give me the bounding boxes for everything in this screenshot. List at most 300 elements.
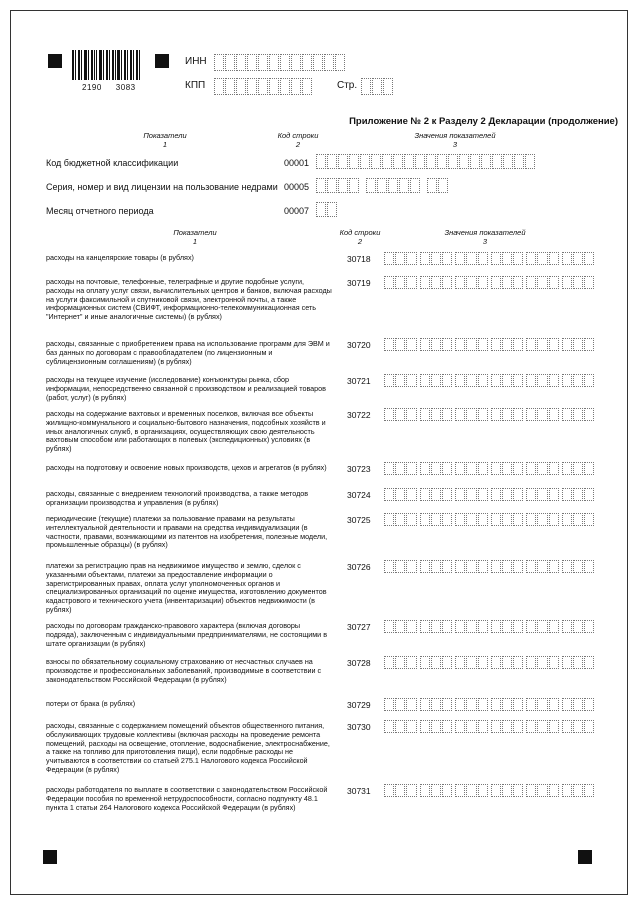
value-cell[interactable] — [431, 252, 441, 265]
value-cell[interactable] — [395, 698, 405, 711]
value-cell[interactable] — [478, 560, 488, 573]
value-cell[interactable] — [466, 374, 476, 387]
value-cell[interactable] — [513, 513, 523, 526]
table-col-indicators-num: 1 — [192, 237, 198, 246]
value-cell[interactable] — [442, 656, 452, 669]
value-cell[interactable] — [442, 488, 452, 501]
value-cell[interactable] — [562, 720, 572, 733]
item-code: 30731 — [347, 786, 371, 796]
value-cell[interactable] — [466, 338, 476, 351]
value-cell[interactable] — [442, 560, 452, 573]
value-cell[interactable] — [491, 252, 501, 265]
value-cell[interactable] — [431, 374, 441, 387]
item-value-cells[interactable] — [384, 252, 597, 265]
value-cell[interactable] — [491, 513, 501, 526]
value-cell[interactable] — [384, 620, 394, 633]
value-cell[interactable] — [584, 513, 594, 526]
value-cell[interactable] — [478, 276, 488, 289]
license-cells[interactable] — [316, 178, 449, 193]
license-code: 00005 — [284, 182, 310, 192]
value-cell[interactable] — [549, 488, 559, 501]
value-cell[interactable] — [491, 462, 501, 475]
value-cell[interactable] — [420, 720, 430, 733]
value-cell[interactable] — [537, 338, 547, 351]
value-cell[interactable] — [573, 784, 583, 797]
value-cell[interactable] — [562, 560, 572, 573]
value-cell[interactable] — [537, 513, 547, 526]
value-cell[interactable] — [573, 338, 583, 351]
value-cell[interactable] — [491, 408, 501, 421]
value-cell[interactable] — [549, 784, 559, 797]
value-cell[interactable] — [491, 656, 501, 669]
value-cell[interactable] — [549, 656, 559, 669]
value-cell[interactable] — [513, 698, 523, 711]
value-cell[interactable] — [513, 720, 523, 733]
value-cell[interactable] — [395, 252, 405, 265]
value-cell[interactable] — [502, 698, 512, 711]
value-cell[interactable] — [584, 488, 594, 501]
value-cell[interactable] — [431, 620, 441, 633]
value-cell[interactable] — [584, 408, 594, 421]
value-cell[interactable] — [442, 720, 452, 733]
value-cell[interactable] — [406, 784, 416, 797]
value-cell[interactable] — [584, 784, 594, 797]
value-cell[interactable] — [478, 462, 488, 475]
value-cell[interactable] — [562, 784, 572, 797]
item-value-cells[interactable] — [384, 513, 597, 526]
value-cell[interactable] — [562, 513, 572, 526]
value-cell[interactable] — [420, 784, 430, 797]
value-cell[interactable] — [406, 338, 416, 351]
value-cell[interactable] — [491, 720, 501, 733]
value-cell[interactable] — [455, 560, 465, 573]
value-cell[interactable] — [513, 784, 523, 797]
value-cell[interactable] — [584, 720, 594, 733]
value-cell[interactable] — [478, 513, 488, 526]
value-cell[interactable] — [420, 276, 430, 289]
value-cell[interactable] — [491, 276, 501, 289]
value-cell[interactable] — [573, 560, 583, 573]
value-cell[interactable] — [513, 656, 523, 669]
value-cell[interactable] — [537, 462, 547, 475]
value-cell[interactable] — [584, 620, 594, 633]
value-cell[interactable] — [466, 276, 476, 289]
value-cell[interactable] — [549, 698, 559, 711]
value-cell[interactable] — [406, 276, 416, 289]
value-cell[interactable] — [573, 408, 583, 421]
value-cell[interactable] — [455, 338, 465, 351]
value-cell[interactable] — [513, 252, 523, 265]
value-cell[interactable] — [395, 620, 405, 633]
value-cell[interactable] — [502, 656, 512, 669]
value-cell[interactable] — [442, 276, 452, 289]
value-cell[interactable] — [395, 408, 405, 421]
value-cell[interactable] — [455, 656, 465, 669]
value-cell[interactable] — [431, 408, 441, 421]
value-cell[interactable] — [395, 338, 405, 351]
value-cell[interactable] — [526, 698, 536, 711]
item-text: потери от брака (в рублях) — [46, 699, 136, 708]
value-cell[interactable] — [455, 698, 465, 711]
value-cell[interactable] — [526, 656, 536, 669]
item-code: 30727 — [347, 622, 371, 632]
value-cell[interactable] — [466, 513, 476, 526]
value-cell[interactable] — [478, 374, 488, 387]
month-cells[interactable] — [316, 202, 338, 217]
item-value-cells[interactable] — [384, 338, 597, 351]
value-cell[interactable] — [420, 620, 430, 633]
value-cell[interactable] — [420, 488, 430, 501]
value-cell[interactable] — [491, 488, 501, 501]
value-cell[interactable] — [455, 252, 465, 265]
value-cell[interactable] — [395, 784, 405, 797]
table-col-code-num: 2 — [357, 237, 363, 246]
page-cells[interactable] — [361, 78, 394, 95]
value-cell[interactable] — [491, 784, 501, 797]
value-cell[interactable] — [584, 560, 594, 573]
value-cell[interactable] — [431, 338, 441, 351]
value-cell[interactable] — [466, 488, 476, 501]
value-cell[interactable] — [420, 252, 430, 265]
value-cell[interactable] — [573, 698, 583, 711]
value-cell[interactable] — [537, 656, 547, 669]
value-cell[interactable] — [491, 338, 501, 351]
value-cell[interactable] — [573, 656, 583, 669]
value-cell[interactable] — [478, 620, 488, 633]
value-cell[interactable] — [384, 698, 394, 711]
kbk-label: Код бюджетной классификации — [46, 158, 179, 168]
value-cell[interactable] — [584, 462, 594, 475]
item-value-cells[interactable] — [384, 560, 597, 573]
value-cell[interactable] — [502, 513, 512, 526]
value-cell[interactable] — [526, 338, 536, 351]
value-cell[interactable] — [537, 488, 547, 501]
value-cell[interactable] — [466, 462, 476, 475]
value-cell[interactable] — [478, 338, 488, 351]
value-cell[interactable] — [431, 698, 441, 711]
value-cell[interactable] — [562, 276, 572, 289]
item-value-cells[interactable] — [384, 784, 597, 797]
value-cell[interactable] — [395, 488, 405, 501]
item-value-cells[interactable] — [384, 488, 597, 501]
value-cell[interactable] — [395, 374, 405, 387]
value-cell[interactable] — [384, 560, 394, 573]
value-cell[interactable] — [384, 488, 394, 501]
value-cell[interactable] — [442, 784, 452, 797]
item-value-cells[interactable] — [384, 462, 597, 475]
value-cell[interactable] — [502, 784, 512, 797]
value-cell[interactable] — [537, 784, 547, 797]
value-cell[interactable] — [513, 374, 523, 387]
value-cell[interactable] — [526, 462, 536, 475]
table-col-values-label: Значения показателей — [444, 228, 526, 237]
item-code: 30725 — [347, 515, 371, 525]
item-code: 30730 — [347, 722, 371, 732]
value-cell[interactable] — [395, 656, 405, 669]
value-cell[interactable] — [431, 784, 441, 797]
value-cell[interactable] — [420, 560, 430, 573]
value-cell[interactable] — [549, 276, 559, 289]
top-col-code-num: 2 — [295, 140, 301, 149]
value-cell[interactable] — [478, 784, 488, 797]
value-cell[interactable] — [431, 488, 441, 501]
table-col-code — [330, 228, 390, 246]
value-cell[interactable] — [406, 720, 416, 733]
value-cell[interactable] — [406, 513, 416, 526]
value-cell[interactable] — [562, 252, 572, 265]
value-cell[interactable] — [442, 698, 452, 711]
item-text: платежи за регистрацию прав на недвижимое имущество и землю, сделок с указанными объектами, платежи за предоставление информации о зарегистрированных правах, оплата услуг уполномоченных органов и специализированных организаций по оценке имущества, изготовлению документов кадастрового и технического учета (инвентаризации) объектов недвижимости (в рублях) — [46, 561, 327, 614]
value-cell[interactable] — [573, 252, 583, 265]
value-cell[interactable] — [502, 338, 512, 351]
top-col-code — [268, 131, 328, 149]
value-cell[interactable] — [431, 513, 441, 526]
value-cell[interactable] — [526, 408, 536, 421]
value-cell[interactable] — [513, 338, 523, 351]
top-col-values-num: 3 — [452, 140, 458, 149]
value-cell[interactable] — [502, 620, 512, 633]
value-cell[interactable] — [502, 488, 512, 501]
item-text: расходы работодателя по выплате в соответствии с законодательством Российской Федерации пособия по временной нетрудоспособности, согласно подпункту 48.1 пункта 1 статьи 264 Налогового кодекса Российской Федерации (в рублях) — [46, 785, 328, 812]
value-cell[interactable] — [562, 488, 572, 501]
value-cell[interactable] — [513, 560, 523, 573]
value-cell[interactable] — [455, 720, 465, 733]
value-cell[interactable] — [384, 513, 394, 526]
item-text: расходы по договорам гражданско-правового характера (включая договоры подряда), заключенным с индивидуальными предпринимателями, не состоящими в штате организации (в рублях) — [46, 621, 328, 648]
item-value-cells[interactable] — [384, 720, 597, 733]
item-value-cells[interactable] — [384, 408, 597, 421]
item-value-cells[interactable] — [384, 374, 597, 387]
value-cell[interactable] — [584, 338, 594, 351]
value-cell[interactable] — [455, 488, 465, 501]
item-value-cells[interactable] — [384, 276, 597, 289]
value-cell[interactable] — [526, 488, 536, 501]
value-cell[interactable] — [406, 656, 416, 669]
value-cell[interactable] — [420, 462, 430, 475]
value-cell[interactable] — [573, 620, 583, 633]
value-cell[interactable] — [478, 656, 488, 669]
value-cell[interactable] — [549, 620, 559, 633]
value-cell[interactable] — [431, 276, 441, 289]
value-cell[interactable] — [395, 276, 405, 289]
value-cell[interactable] — [384, 784, 394, 797]
value-cell[interactable] — [491, 374, 501, 387]
value-cell[interactable] — [584, 252, 594, 265]
value-cell[interactable] — [420, 698, 430, 711]
value-cell[interactable] — [502, 408, 512, 421]
value-cell[interactable] — [406, 374, 416, 387]
value-cell[interactable] — [573, 276, 583, 289]
item-text: расходы на текущее изучение (исследование) конъюнктуры рынка, сбор информации, непосредственно связанной с производством и реализацией товаров (работ, услуг) (в рублях) — [46, 375, 326, 402]
top-col-values-label: Значения показателей — [414, 131, 496, 140]
value-cell[interactable] — [384, 338, 394, 351]
value-cell[interactable] — [478, 698, 488, 711]
value-cell[interactable] — [406, 620, 416, 633]
item-value-cells[interactable] — [384, 620, 597, 633]
value-cell[interactable] — [537, 698, 547, 711]
value-cell[interactable] — [562, 374, 572, 387]
value-cell[interactable] — [513, 488, 523, 501]
value-cell[interactable] — [502, 374, 512, 387]
value-cell[interactable] — [573, 374, 583, 387]
value-cell[interactable] — [526, 620, 536, 633]
month-label: Месяц отчетного периода — [46, 206, 154, 216]
value-cell[interactable] — [513, 462, 523, 475]
kbk-cells[interactable] — [316, 154, 536, 169]
value-cell[interactable] — [406, 252, 416, 265]
value-cell[interactable] — [455, 276, 465, 289]
value-cell[interactable] — [384, 462, 394, 475]
value-cell[interactable] — [526, 720, 536, 733]
value-cell[interactable] — [406, 462, 416, 475]
value-cell[interactable] — [526, 560, 536, 573]
value-cell[interactable] — [420, 338, 430, 351]
value-cell[interactable] — [491, 560, 501, 573]
value-cell[interactable] — [442, 620, 452, 633]
value-cell[interactable] — [526, 276, 536, 289]
corner-marker-bottom-left — [43, 850, 57, 864]
value-cell[interactable] — [573, 488, 583, 501]
value-cell[interactable] — [420, 656, 430, 669]
value-cell[interactable] — [420, 374, 430, 387]
value-cell[interactable] — [442, 513, 452, 526]
value-cell[interactable] — [466, 784, 476, 797]
value-cell[interactable] — [384, 374, 394, 387]
value-cell[interactable] — [562, 620, 572, 633]
value-cell[interactable] — [549, 252, 559, 265]
top-col-values — [400, 131, 510, 149]
value-cell[interactable] — [562, 408, 572, 421]
item-value-cells[interactable] — [384, 656, 597, 669]
value-cell[interactable] — [406, 488, 416, 501]
value-cell[interactable] — [537, 374, 547, 387]
item-value-cells[interactable] — [384, 698, 597, 711]
value-cell[interactable] — [537, 252, 547, 265]
value-cell[interactable] — [502, 276, 512, 289]
kpp-label: КПП — [185, 80, 206, 91]
item-code: 30720 — [347, 340, 371, 350]
value-cell[interactable] — [537, 276, 547, 289]
value-cell[interactable] — [537, 720, 547, 733]
value-cell[interactable] — [502, 252, 512, 265]
value-cell[interactable] — [573, 513, 583, 526]
value-cell[interactable] — [502, 720, 512, 733]
value-cell[interactable] — [478, 488, 488, 501]
value-cell[interactable] — [491, 620, 501, 633]
value-cell[interactable] — [549, 374, 559, 387]
value-cell[interactable] — [431, 656, 441, 669]
month-code: 00007 — [284, 206, 310, 216]
value-cell[interactable] — [466, 698, 476, 711]
value-cell[interactable] — [478, 720, 488, 733]
value-cell[interactable] — [537, 620, 547, 633]
value-cell[interactable] — [384, 252, 394, 265]
value-cell[interactable] — [442, 374, 452, 387]
value-cell[interactable] — [442, 408, 452, 421]
value-cell[interactable] — [406, 698, 416, 711]
value-cell[interactable] — [466, 620, 476, 633]
value-cell[interactable] — [562, 656, 572, 669]
value-cell[interactable] — [431, 462, 441, 475]
value-cell[interactable] — [562, 338, 572, 351]
page-label: Стр. — [337, 80, 358, 91]
value-cell[interactable] — [584, 276, 594, 289]
value-cell[interactable] — [420, 513, 430, 526]
value-cell[interactable] — [478, 252, 488, 265]
value-cell[interactable] — [562, 698, 572, 711]
value-cell[interactable] — [573, 462, 583, 475]
value-cell[interactable] — [431, 560, 441, 573]
value-cell[interactable] — [491, 698, 501, 711]
value-cell[interactable] — [420, 408, 430, 421]
value-cell[interactable] — [395, 720, 405, 733]
value-cell[interactable] — [431, 720, 441, 733]
value-cell[interactable] — [395, 462, 405, 475]
inn-cells[interactable] — [214, 54, 346, 71]
value-cell[interactable] — [502, 560, 512, 573]
value-cell[interactable] — [562, 462, 572, 475]
value-cell[interactable] — [478, 408, 488, 421]
value-cell[interactable] — [549, 720, 559, 733]
kpp-cells[interactable] — [214, 78, 313, 95]
value-cell[interactable] — [455, 513, 465, 526]
value-cell[interactable] — [537, 408, 547, 421]
value-cell[interactable] — [513, 620, 523, 633]
value-cell[interactable] — [466, 408, 476, 421]
value-cell[interactable] — [573, 720, 583, 733]
value-cell[interactable] — [549, 338, 559, 351]
value-cell[interactable] — [442, 338, 452, 351]
value-cell[interactable] — [455, 374, 465, 387]
value-cell[interactable] — [406, 560, 416, 573]
value-cell[interactable] — [466, 656, 476, 669]
value-cell[interactable] — [384, 408, 394, 421]
value-cell[interactable] — [584, 374, 594, 387]
value-cell[interactable] — [466, 720, 476, 733]
value-cell[interactable] — [549, 513, 559, 526]
value-cell[interactable] — [526, 784, 536, 797]
value-cell[interactable] — [395, 560, 405, 573]
value-cell[interactable] — [455, 784, 465, 797]
value-cell[interactable] — [466, 560, 476, 573]
value-cell[interactable] — [384, 276, 394, 289]
value-cell[interactable] — [455, 408, 465, 421]
value-cell[interactable] — [549, 408, 559, 421]
value-cell[interactable] — [455, 462, 465, 475]
inn-label: ИНН — [185, 56, 207, 67]
value-cell[interactable] — [526, 252, 536, 265]
value-cell[interactable] — [502, 462, 512, 475]
value-cell[interactable] — [584, 698, 594, 711]
value-cell[interactable] — [442, 252, 452, 265]
value-cell[interactable] — [395, 513, 405, 526]
value-cell[interactable] — [442, 462, 452, 475]
value-cell[interactable] — [549, 462, 559, 475]
value-cell[interactable] — [549, 560, 559, 573]
value-cell[interactable] — [513, 408, 523, 421]
value-cell[interactable] — [526, 374, 536, 387]
value-cell[interactable] — [584, 656, 594, 669]
value-cell[interactable] — [466, 252, 476, 265]
value-cell[interactable] — [406, 408, 416, 421]
value-cell[interactable] — [455, 620, 465, 633]
value-cell[interactable] — [384, 656, 394, 669]
barcode-number-left: 2190 — [82, 83, 102, 92]
value-cell[interactable] — [513, 276, 523, 289]
value-cell[interactable] — [526, 513, 536, 526]
value-cell[interactable] — [384, 720, 394, 733]
value-cell[interactable] — [537, 560, 547, 573]
